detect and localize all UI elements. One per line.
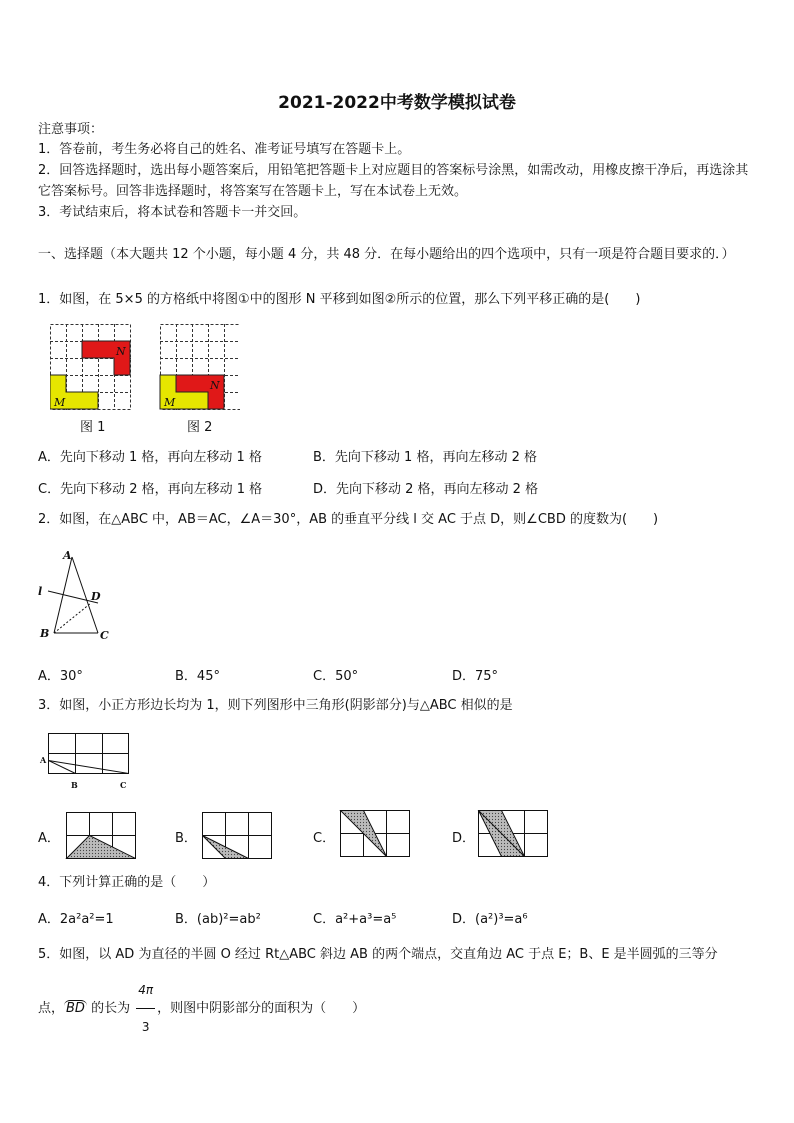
notice-heading: 注意事项： [38, 122, 104, 137]
notice-item-3: 3．考试结束后，将本试卷和答题卡一并交回。 [38, 205, 307, 220]
q3-option-d-figure [476, 806, 550, 862]
q5-line2-pre: 点， [38, 1001, 65, 1016]
q5-arc-bd: BD [66, 1001, 85, 1016]
q5-fraction-numerator: 4π [136, 972, 155, 1009]
q3-reference-figure [38, 730, 138, 792]
q1-figure-2 [160, 324, 240, 410]
notice-item-1: 1．答卷前，考生务必将自己的姓名、准考证号填写在答题卡上。 [38, 142, 411, 157]
q3-option-b-figure [200, 808, 274, 862]
q5-line2-mid: 的长为 [86, 1001, 135, 1016]
q1-caption-2: 图 2 [187, 420, 213, 435]
q1-option-b: B．先向下移动 1 格，再向左移动 2 格 [313, 450, 537, 465]
q3-label-b: B [71, 780, 78, 790]
q2-option-c: C．50° [313, 669, 359, 684]
q2-option-a: A．30° [38, 669, 83, 684]
q3-option-c-figure [338, 806, 412, 862]
q2-label-a: A [63, 549, 72, 562]
page-title: 2021-2022中考数学模拟试卷 [278, 93, 516, 113]
q5-line-1: 5．如图，以 AD 为直径的半圆 O 经过 Rt△ABC 斜边 AB 的两个端点，交直角边 AC 于点 E；B、E 是半圆弧的三等分 [38, 947, 718, 962]
q2-option-b: B．45° [175, 669, 220, 684]
q4-option-d: D．(a²)³=a⁶ [452, 912, 528, 927]
q2-option-d: D．75° [452, 669, 499, 684]
q1-stem: 1．如图，在 5×5 的方格纸中将图①中的图形 N 平移到如图②所示的位置，那么下列平移正确的是( ) [38, 292, 641, 307]
q4-stem: 4．下列计算正确的是（ ） [38, 875, 216, 890]
q3-option-c: C． [313, 831, 336, 846]
q5-line-2 [38, 972, 365, 1045]
q1-option-d: D．先向下移动 2 格，再向左移动 2 格 [313, 482, 539, 497]
q3-option-a-figure [64, 810, 138, 862]
q3-label-c: C [120, 780, 127, 790]
q2-stem: 2．如图，在△ABC 中，AB＝AC，∠A＝30°，AB 的垂直平分线 l 交 AC 于点 D，则∠CBD 的度数为( ) [38, 512, 659, 527]
q4-option-b: B．(ab)²=ab² [175, 912, 261, 927]
q1-fig2-label-m: M [164, 396, 176, 409]
q3-option-b: B． [175, 831, 197, 846]
q3-option-d: D． [452, 831, 476, 846]
q4-option-c: C．a²+a³=a⁵ [313, 912, 397, 927]
q1-figures [50, 324, 240, 414]
section-heading: 一、选择题（本大题共 12 个小题，每小题 4 分，共 48 分．在每小题给出的四个选项中，只有一项是符合题目要求的．） [38, 247, 735, 262]
q1-fig2-label-n: N [210, 379, 220, 392]
q5-line2-post: ，则图中阴影部分的面积为（ ） [157, 1001, 366, 1016]
q2-label-l: l [38, 585, 43, 598]
q1-fig1-label-n: N [116, 345, 126, 358]
q5-fraction-denominator: 3 [141, 1020, 150, 1034]
q1-fig1-label-m: M [54, 396, 66, 409]
q5-fraction [136, 972, 155, 1045]
q2-label-c: C [100, 629, 109, 642]
q1-option-a: A．先向下移动 1 格，再向左移动 1 格 [38, 450, 262, 465]
q3-label-a: A [40, 755, 47, 765]
q3-stem: 3．如图，小正方形边长均为 1，则下列图形中三角形(阴影部分)与△ABC 相似的是 [38, 698, 513, 713]
q2-label-b: B [40, 627, 50, 640]
q1-caption-1: 图 1 [80, 420, 106, 435]
q4-option-a: A．2a²a²=1 [38, 912, 114, 927]
notice-item-2: 2．回答选择题时，选出每小题答案后，用铅笔把答题卡上对应题目的答案标号涂黑，如需改动，用橡皮擦干净后，再选涂其它答案标号。回答非选择题时，将答案写在答题卡上，写在本试卷上无效。 [38, 163, 749, 199]
q1-option-c: C．先向下移动 2 格，再向左移动 1 格 [38, 482, 263, 497]
q3-option-a: A． [38, 831, 60, 846]
q2-figure [36, 545, 126, 645]
q2-label-d: D [91, 590, 101, 603]
